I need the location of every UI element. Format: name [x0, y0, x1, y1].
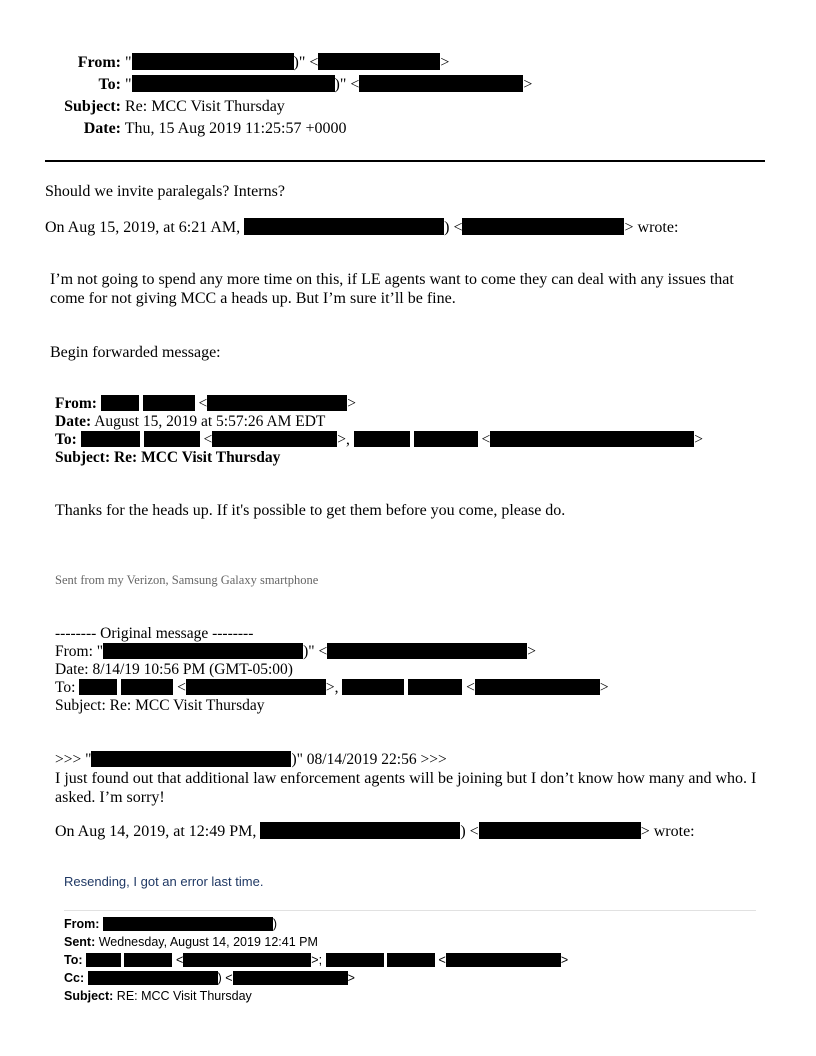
fwd-subject-row — [55, 449, 280, 467]
redaction-block — [91, 751, 291, 767]
orig-msg-line1: I just found out that additional law enforcement agents will be joining but I don’t know how many and who. I — [55, 770, 757, 787]
redaction-block — [132, 75, 335, 92]
redaction-block — [212, 431, 337, 447]
redaction-block — [414, 431, 478, 447]
outlook-sent: Wednesday, August 14, 2019 12:41 PM — [98, 935, 318, 949]
outlook-from-label: From: — [64, 917, 100, 931]
begin-forwarded: Begin forwarded message: — [50, 344, 221, 361]
redaction-block — [479, 822, 641, 839]
outlook-to-label: To: — [64, 953, 83, 967]
original-header: -------- Original message -------- — [55, 625, 254, 642]
header-to-label: To: — [98, 76, 121, 93]
redaction-block — [446, 953, 561, 967]
redaction-block — [144, 431, 200, 447]
para1-line2: come for not giving MCC a heads up. But I’m sure it’ll be fine. — [50, 290, 456, 307]
header-from-row: From: " )" < > — [0, 52, 449, 74]
fwd-to-row: To: < >, < > — [55, 431, 703, 448]
orig-to-row: To: < >, < > — [55, 679, 609, 696]
wrote-line-1: On Aug 15, 2019, at 6:21 AM, ) < > wrote: — [45, 219, 679, 236]
fwd-message: Thanks for the heads up. If it's possible to get them before you come, please do. — [55, 502, 566, 519]
header-to-row: To: " )" < > — [0, 74, 532, 96]
quote-suffix: )" 08/14/2019 22:56 >>> — [291, 751, 447, 768]
redaction-block — [475, 679, 600, 695]
redaction-block — [207, 395, 347, 411]
fwd-from-row: From: < > — [55, 395, 357, 412]
fwd-subject: Re: MCC Visit Thursday — [113, 449, 281, 466]
quote-header — [55, 751, 447, 769]
para1-line1: I’m not going to spend any more time on this, if LE agents want to come they can deal with any issues that — [50, 271, 734, 288]
reply-line: Should we invite paralegals? Interns? — [45, 183, 285, 200]
quote-prefix: >>> " — [55, 751, 92, 768]
redaction-block — [124, 953, 172, 967]
redaction-block — [86, 953, 121, 967]
orig-to-label: To: — [55, 679, 76, 696]
outlook-sent-label: Sent: — [64, 935, 96, 949]
redaction-block — [143, 395, 195, 411]
redaction-block — [260, 822, 460, 839]
fwd-date: August 15, 2019 at 5:57:26 AM EDT — [94, 413, 326, 430]
orig-subject-row: Subject: Re: MCC Visit Thursday — [55, 697, 265, 714]
redaction-block — [408, 679, 462, 695]
header-subject: Re: MCC Visit Thursday — [125, 98, 285, 115]
outlook-sent-row — [64, 933, 318, 951]
fwd-date-row — [55, 413, 325, 431]
redaction-block — [354, 431, 410, 447]
resending-note: Resending, I got an error last time. — [64, 874, 264, 889]
fwd-signature: Sent from my Verizon, Samsung Galaxy smartphone — [55, 573, 319, 587]
redaction-block — [132, 53, 294, 70]
orig-from-row: From: " )" < > — [55, 643, 536, 660]
redaction-block — [81, 431, 140, 447]
header-subject-row — [0, 96, 285, 118]
orig-date-row: Date: 8/14/19 10:56 PM (GMT-05:00) — [55, 661, 293, 678]
orig-from-label: From: — [55, 643, 93, 660]
fwd-date-label: Date: — [55, 413, 92, 430]
header-date-row — [0, 118, 346, 140]
fwd-to-label: To: — [55, 431, 77, 448]
redaction-block — [88, 971, 218, 985]
redaction-block — [387, 953, 435, 967]
wrote-prefix: On Aug 15, 2019, at 6:21 AM, — [45, 219, 241, 236]
redaction-block — [121, 679, 173, 695]
outlook-cc-label: Cc: — [64, 971, 85, 985]
outlook-from-row: From: ) — [64, 917, 278, 931]
redaction-block — [79, 679, 117, 695]
wrote-suffix: wrote: — [637, 219, 679, 236]
orig-msg-line2: asked. I’m sorry! — [55, 789, 165, 806]
fwd-subject-label: Subject: — [55, 449, 111, 466]
outlook-to-row: To: < >; < > — [64, 953, 569, 967]
outlook-cc-row: Cc: ) < > — [64, 971, 355, 985]
redaction-block — [244, 218, 444, 235]
header-from-label: From: — [77, 54, 121, 71]
outlook-subject-label: Subject: — [64, 989, 114, 1003]
header-date: Thu, 15 Aug 2019 11:25:57 +0000 — [124, 120, 347, 137]
fwd-from-label: From: — [55, 395, 97, 412]
redaction-block — [233, 971, 348, 985]
outlook-subject: RE: MCC Visit Thursday — [116, 989, 252, 1003]
outlook-subject-row — [64, 987, 252, 1005]
redaction-block — [101, 395, 139, 411]
redaction-block — [490, 431, 694, 447]
redaction-block — [359, 75, 523, 92]
wrote-line-2: On Aug 14, 2019, at 12:49 PM, ) < > wrote: — [55, 823, 695, 840]
header-divider — [45, 160, 765, 162]
redaction-block — [103, 643, 303, 659]
redaction-block — [327, 643, 527, 659]
redaction-block — [342, 679, 404, 695]
wrote2-suffix: wrote: — [653, 823, 695, 840]
redaction-block — [326, 953, 384, 967]
redaction-block — [103, 917, 273, 931]
redaction-block — [462, 218, 624, 235]
header-subject-label: Subject: — [64, 98, 121, 115]
wrote2-prefix: On Aug 14, 2019, at 12:49 PM, — [55, 823, 257, 840]
redaction-block — [318, 53, 440, 70]
redaction-block — [186, 679, 326, 695]
outlook-divider — [64, 910, 756, 911]
header-date-label: Date: — [83, 120, 121, 137]
redaction-block — [183, 953, 311, 967]
